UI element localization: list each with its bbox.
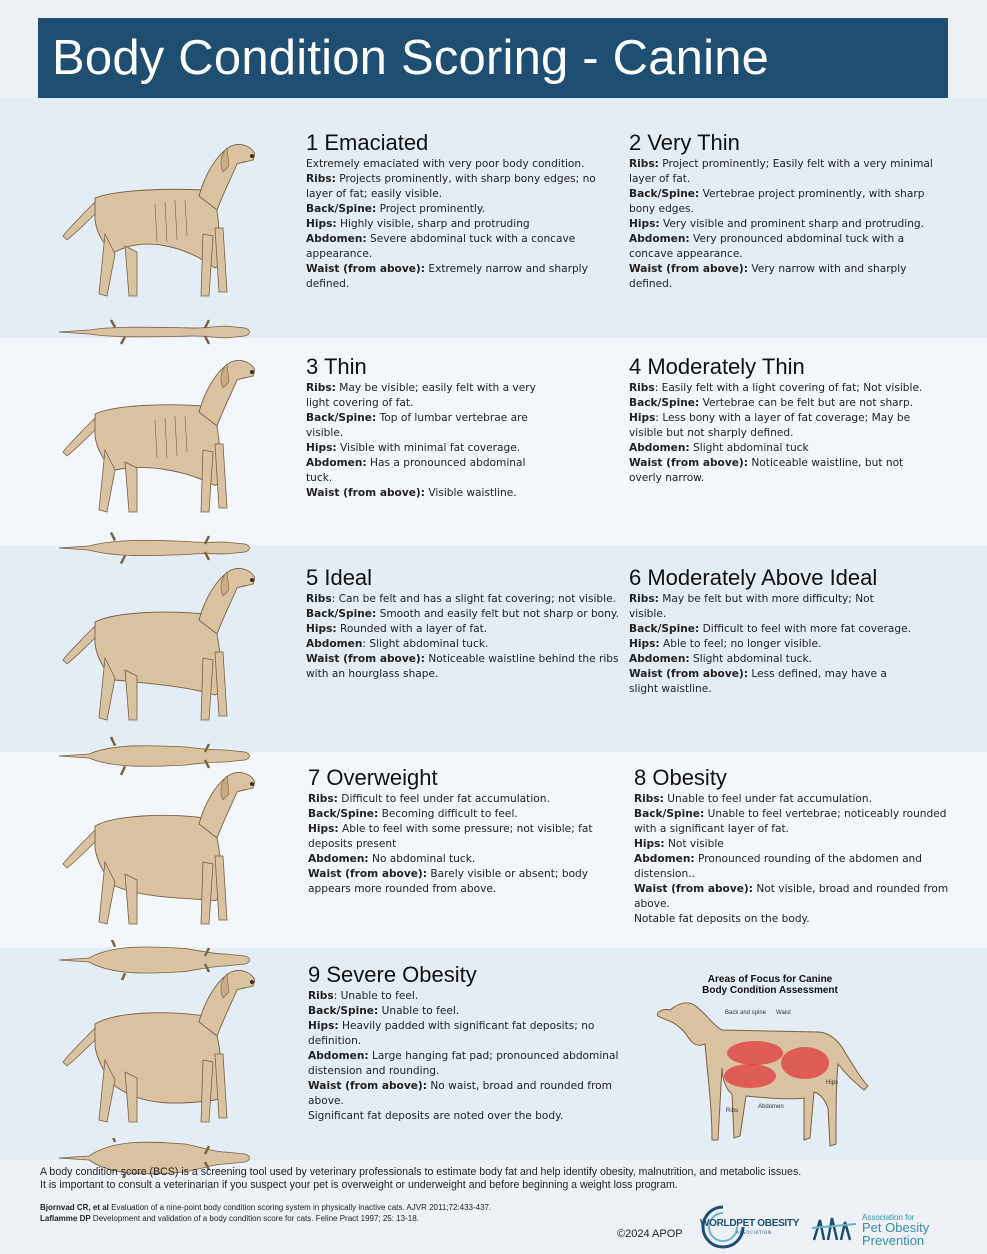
label-abdomen: Abdomen — [758, 1104, 784, 1110]
criterion-label: Waist (from above): — [308, 868, 428, 880]
criterion-label: Waist (from above): — [306, 487, 426, 499]
score-criterion — [306, 607, 624, 622]
score-heading: 1 Emaciated — [306, 130, 429, 155]
criterion-label: Abdomen: — [629, 233, 690, 245]
criterion-label: Back/Spine: — [629, 397, 700, 409]
score-criterion — [629, 232, 945, 262]
criterion-text: Has a pronounced abdominal tuck. — [306, 457, 526, 484]
score-criterion — [629, 217, 945, 232]
score-criterion — [306, 456, 546, 486]
criterion-text: Very pronounced abdominal tuck with a concave appearance. — [629, 233, 905, 260]
criterion-label: Hips: — [629, 218, 660, 230]
label-waist: Waist — [776, 1010, 791, 1016]
focus-hips-area — [781, 1047, 829, 1079]
score-note: Notable fat deposits on the body. — [634, 913, 810, 925]
score-criterion — [306, 652, 624, 682]
score-criterion — [308, 807, 626, 822]
apop-figures-icon — [810, 1210, 860, 1246]
score-criterion — [629, 187, 945, 217]
score-block-5 — [306, 565, 624, 682]
criterion-label: Ribs: — [629, 593, 659, 605]
criterion-label: Hips: — [308, 1020, 339, 1032]
score-criterion — [629, 637, 914, 652]
criterion-text: Vertebrae project prominently, with sharp bony edges. — [629, 188, 925, 215]
score-heading: 9 Severe Obesity — [308, 962, 477, 987]
criterion-label: Hips — [629, 412, 656, 424]
score-heading: 2 Very Thin — [629, 130, 740, 155]
criterion-label: Abdomen: — [308, 1050, 369, 1062]
criterion-label: Abdomen: — [306, 233, 367, 245]
score-criterion — [629, 592, 914, 622]
criterion-text: Difficult to feel under fat accumulation. — [337, 793, 550, 805]
criterion-text: Able to feel; no longer visible. — [659, 638, 822, 650]
title-banner — [38, 18, 948, 98]
score-criterion — [629, 667, 914, 697]
score-criterion — [629, 157, 945, 187]
score-criterion — [306, 262, 624, 292]
criterion-label: Waist (from above): — [629, 668, 749, 680]
criterion-text: Severe abdominal tuck with a concave appearance. — [306, 233, 576, 260]
criterion-label: Ribs — [306, 593, 332, 605]
criterion-text: Very visible and prominent sharp and protruding. — [659, 218, 925, 230]
label-ribs: Ribs — [726, 1108, 739, 1114]
criterion-text: Rounded with a layer of fat. — [336, 623, 488, 635]
dog-illustration-1 — [55, 124, 255, 352]
criterion-label: Hips: — [634, 838, 665, 850]
score-criterion — [629, 456, 929, 486]
criterion-text: Becoming difficult to feel. — [378, 808, 518, 820]
score-criterion — [629, 396, 929, 411]
criterion-text: : Unable to feel. — [333, 990, 419, 1002]
criterion-text: Large hanging fat pad; pronounced abdominal distension and rounding. — [308, 1050, 619, 1077]
criterion-text: Project prominently. — [376, 203, 485, 215]
criterion-text: Extremely narrow and sharply defined. — [306, 263, 588, 290]
bcs-description: A body condition score (BCS) is a screening tool used by veterinary professionals to estimate body fat and help identify obesity, malnutrition, and metabolic issues. It is important to consult a veterinarian if you suspect your pet is overweight or underweight and before beginning a weight loss program. — [40, 1166, 802, 1191]
score-criterion — [308, 1079, 624, 1109]
criterion-label: Hips: — [306, 442, 337, 454]
score-heading: 6 Moderately Above Ideal — [629, 565, 878, 590]
criterion-text: Unable to feel under fat accumulation. — [663, 793, 873, 805]
criterion-text: No waist, broad and rounded from above. — [308, 1080, 612, 1107]
criterion-text: Project prominently; Easily felt with a very minimal layer of fat. — [629, 158, 933, 185]
criterion-text: Smooth and easily felt but not sharp or bony. — [376, 608, 620, 620]
focus-title: Areas of Focus for Canine Body Condition Assessment — [702, 974, 838, 996]
score-criterion — [308, 1019, 624, 1049]
criterion-label: Waist (from above): — [306, 653, 426, 665]
areas-of-focus-diagram — [650, 968, 880, 1158]
score-criterion — [634, 852, 956, 882]
score-block-1 — [306, 130, 624, 292]
criterion-text: : Easily felt with a light covering of fat; Not visible. — [654, 382, 923, 394]
criterion-label: Back/Spine: — [306, 412, 377, 424]
score-criterion — [308, 989, 624, 1004]
criterion-label: Abdomen: — [629, 653, 690, 665]
criterion-label: Abdomen — [306, 638, 363, 650]
criterion-label: Waist (from above): — [629, 263, 749, 275]
criterion-text: Less defined, may have a slight waistline. — [629, 668, 887, 695]
score-criterion — [308, 1049, 624, 1079]
criterion-text: : Less bony with a layer of fat coverage; May be visible but not sharply defined. — [629, 412, 911, 439]
score-heading: 4 Moderately Thin — [629, 354, 805, 379]
criterion-label: Ribs: — [306, 382, 336, 394]
score-criterion — [306, 202, 624, 217]
references — [40, 1202, 600, 1224]
score-criterion — [306, 637, 624, 652]
criterion-label: Abdomen: — [629, 442, 690, 454]
score-heading: 8 Obesity — [634, 765, 727, 790]
world-pet-obesity-logo: WORLDPET OBESITY ASSOCIATION — [700, 1204, 808, 1250]
criterion-label: Hips: — [306, 623, 337, 635]
criterion-text: : Slight abdominal tuck. — [362, 638, 489, 650]
score-criterion — [306, 232, 624, 262]
criterion-text: Slight abdominal tuck. — [689, 653, 812, 665]
score-heading: 5 Ideal — [306, 565, 373, 590]
criterion-text: May be felt but with more difficulty; Not visible. — [629, 593, 874, 620]
reference-1: Bjornvad CR, et al Evaluation of a nine-point body condition scoring system in physically inactive cats. AJVR 2011;72:433-437. — [40, 1203, 492, 1212]
copyright-notice: ©2024 APOP — [617, 1228, 683, 1240]
criterion-text: Top of lumbar vertebrae are visible. — [306, 412, 528, 439]
label-hips: Hips — [826, 1080, 839, 1086]
criterion-label: Back/Spine: — [308, 1005, 379, 1017]
focus-back-area — [727, 1041, 783, 1065]
criterion-label: Waist (from above): — [308, 1080, 428, 1092]
score-block-3 — [306, 354, 546, 501]
score-block-8 — [634, 765, 956, 927]
score-criterion — [634, 882, 956, 912]
dog-illustration-5 — [55, 548, 255, 776]
criterion-label: Back/Spine: — [308, 808, 379, 820]
score-criterion — [306, 486, 546, 501]
criterion-text: Slight abdominal tuck — [689, 442, 809, 454]
criterion-text: Visible waistline. — [425, 487, 517, 499]
page-title: Body Condition Scoring - Canine — [52, 31, 770, 85]
score-criterion — [308, 852, 626, 867]
score-block-2 — [629, 130, 945, 292]
dog-illustration-3 — [55, 340, 255, 568]
focus-dog-figure — [650, 968, 880, 1158]
score-criterion — [634, 807, 956, 837]
criterion-text: Unable to feel. — [378, 1005, 460, 1017]
score-criterion — [629, 441, 929, 456]
criterion-label: Ribs: — [634, 793, 664, 805]
score-criterion — [634, 792, 956, 807]
criterion-text: Highly visible, sharp and protruding — [336, 218, 530, 230]
score-criterion — [306, 441, 546, 456]
score-block-6 — [629, 565, 914, 697]
score-criterion — [306, 411, 546, 441]
score-criterion — [629, 381, 929, 396]
score-block-7 — [308, 765, 626, 897]
reference-2: Laflamme DP Development and validation of a body condition score for cats. Feline Pract 1997; 25: 13-18. — [40, 1214, 419, 1223]
score-intro: Extremely emaciated with very poor body condition. — [306, 158, 585, 170]
criterion-text: Visible with minimal fat coverage. — [336, 442, 521, 454]
criterion-label: Back/Spine: — [634, 808, 705, 820]
criterion-label: Abdomen: — [306, 457, 367, 469]
score-criterion — [306, 381, 546, 411]
criterion-label: Hips: — [308, 823, 339, 835]
criterion-label: Hips: — [629, 638, 660, 650]
criterion-label: Back/Spine: — [306, 203, 377, 215]
score-criterion — [306, 172, 624, 202]
score-heading: 7 Overweight — [308, 765, 438, 790]
criterion-label: Waist (from above): — [629, 457, 749, 469]
criterion-text: Noticeable waistline, but not overly narrow. — [629, 457, 904, 484]
criterion-text: Very narrow with and sharply defined. — [629, 263, 907, 290]
label-back-spine: Back and spine — [725, 1010, 767, 1016]
dog-illustration-9 — [55, 950, 255, 1178]
criterion-text: Unable to feel vertebrae; noticeably rounded with a significant layer of fat. — [634, 808, 947, 835]
criterion-text: Pronounced rounding of the abdomen and distension.. — [634, 853, 922, 880]
criterion-text: Able to feel with some pressure; not visible; fat deposits present — [308, 823, 593, 850]
criterion-text: Projects prominently, with sharp bony edges; no layer of fat; easily visible. — [306, 173, 596, 200]
criterion-label: Abdomen: — [308, 853, 369, 865]
criterion-text: : Can be felt and has a slight fat covering; not visible. — [331, 593, 616, 605]
criterion-label: Back/Spine: — [629, 623, 700, 635]
criterion-label: Waist (from above): — [306, 263, 426, 275]
criterion-label: Hips: — [306, 218, 337, 230]
score-criterion — [308, 822, 626, 852]
score-criterion — [308, 792, 626, 807]
dog-illustration-7 — [55, 752, 255, 980]
score-heading: 3 Thin — [306, 354, 367, 379]
criterion-label: Ribs — [308, 990, 334, 1002]
apop-logo: Association for Pet Obesity Prevention — [810, 1210, 950, 1246]
criterion-text: Not visible — [664, 838, 724, 850]
score-criterion — [634, 837, 956, 852]
score-criterion — [629, 652, 914, 667]
score-criterion — [306, 592, 624, 607]
criterion-text: Vertebrae can be felt but are not sharp. — [699, 397, 914, 409]
score-criterion — [629, 262, 945, 292]
criterion-label: Abdomen: — [634, 853, 695, 865]
criterion-text: Heavily padded with significant fat deposits; no definition. — [308, 1020, 595, 1047]
criterion-text: Barely visible or absent; body appears more rounded from above. — [308, 868, 589, 895]
criterion-text: No abdominal tuck. — [368, 853, 476, 865]
criterion-label: Ribs — [629, 382, 655, 394]
score-note: Significant fat deposits are noted over the body. — [308, 1110, 564, 1122]
criterion-text: Not visible, broad and rounded from above. — [634, 883, 949, 910]
score-block-9 — [308, 962, 624, 1124]
criterion-label: Ribs: — [308, 793, 338, 805]
score-criterion — [306, 217, 624, 232]
score-criterion — [629, 622, 914, 637]
criterion-label: Ribs: — [306, 173, 336, 185]
criterion-text: May be visible; easily felt with a very light covering of fat. — [306, 382, 536, 409]
score-criterion — [306, 622, 624, 637]
criterion-text: Noticeable waistline behind the ribs with an hourglass shape. — [306, 653, 619, 680]
criterion-label: Waist (from above): — [634, 883, 754, 895]
score-criterion — [629, 411, 929, 441]
criterion-text: Difficult to feel with more fat coverage. — [699, 623, 911, 635]
criterion-label: Back/Spine: — [306, 608, 377, 620]
score-block-4 — [629, 354, 929, 486]
criterion-label: Ribs: — [629, 158, 659, 170]
criterion-label: Back/Spine: — [629, 188, 700, 200]
focus-ribs-area — [724, 1064, 776, 1088]
score-criterion — [308, 867, 626, 897]
score-criterion — [308, 1004, 624, 1019]
